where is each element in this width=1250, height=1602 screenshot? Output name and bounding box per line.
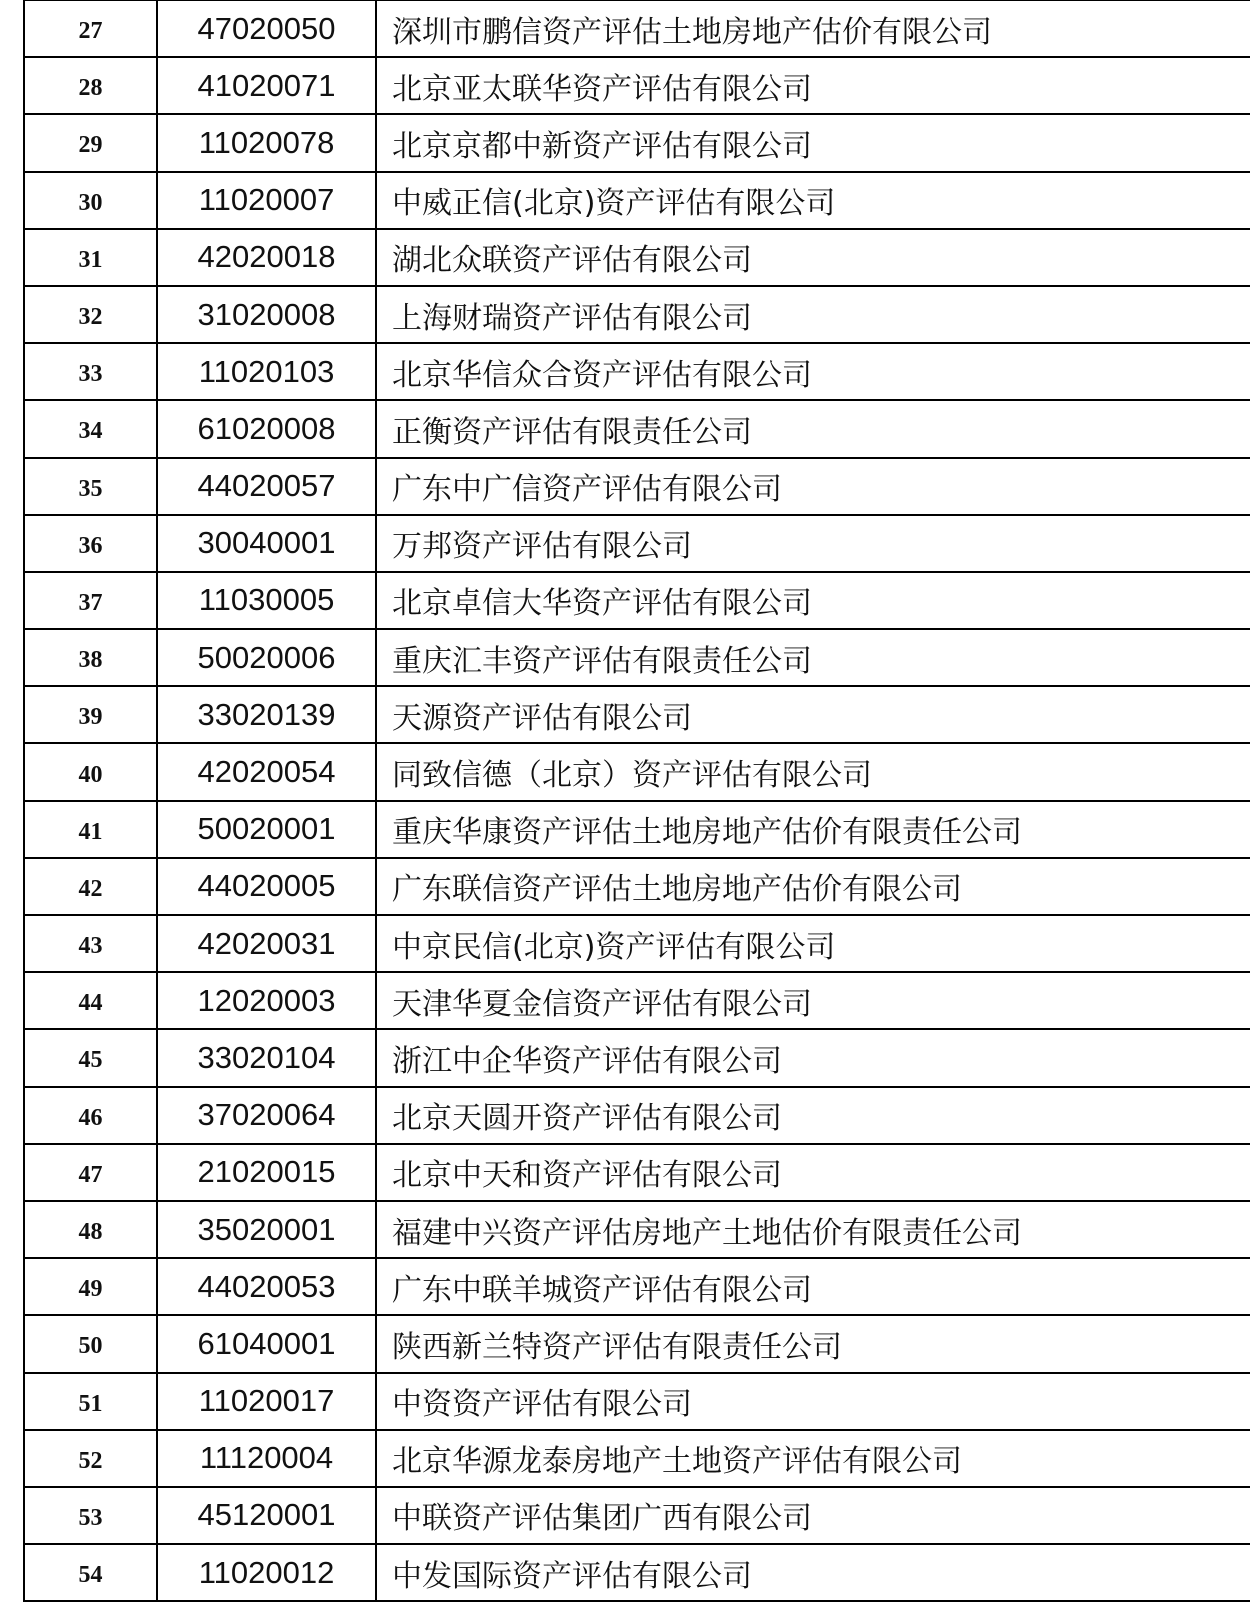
firm-name-cell: 中资资产评估有限公司 bbox=[376, 1373, 1250, 1430]
row-number-cell: 46 bbox=[24, 1087, 157, 1144]
firm-name-cell: 重庆汇丰资产评估有限责任公司 bbox=[376, 629, 1250, 686]
table-row bbox=[24, 915, 1250, 972]
row-number-cell: 29 bbox=[24, 114, 157, 171]
table-row bbox=[24, 114, 1250, 171]
firm-code-cell: 11020103 bbox=[157, 343, 376, 400]
firm-code-cell: 21020015 bbox=[157, 1144, 376, 1201]
row-number-cell: 45 bbox=[24, 1029, 157, 1086]
firm-code-cell: 44020053 bbox=[157, 1258, 376, 1315]
firm-name-cell: 同致信德（北京）资产评估有限公司 bbox=[376, 743, 1250, 800]
firm-code-cell: 44020005 bbox=[157, 858, 376, 915]
firm-code-cell: 42020018 bbox=[157, 229, 376, 286]
appraisal-firm-table-container bbox=[23, 0, 1250, 1602]
table-row bbox=[24, 1029, 1250, 1086]
firm-name-cell: 天源资产评估有限公司 bbox=[376, 686, 1250, 743]
row-number-cell: 40 bbox=[24, 743, 157, 800]
firm-code-cell: 30040001 bbox=[157, 515, 376, 572]
row-number-cell: 51 bbox=[24, 1373, 157, 1430]
table-row bbox=[24, 515, 1250, 572]
table-row bbox=[24, 1087, 1250, 1144]
table-row bbox=[24, 1144, 1250, 1201]
firm-code-cell: 41020071 bbox=[157, 57, 376, 114]
firm-code-cell: 37020064 bbox=[157, 1087, 376, 1144]
firm-name-cell: 浙江中企华资产评估有限公司 bbox=[376, 1029, 1250, 1086]
firm-name-cell: 北京天圆开资产评估有限公司 bbox=[376, 1087, 1250, 1144]
row-number-cell: 47 bbox=[24, 1144, 157, 1201]
table-row bbox=[24, 572, 1250, 629]
firm-code-cell: 11020017 bbox=[157, 1373, 376, 1430]
firm-code-cell: 42020054 bbox=[157, 743, 376, 800]
table-row bbox=[24, 1373, 1250, 1430]
row-number-cell: 37 bbox=[24, 572, 157, 629]
firm-code-cell: 50020001 bbox=[157, 801, 376, 858]
firm-name-cell: 福建中兴资产评估房地产土地估价有限责任公司 bbox=[376, 1201, 1250, 1258]
table-row bbox=[24, 343, 1250, 400]
firm-name-cell: 北京卓信大华资产评估有限公司 bbox=[376, 572, 1250, 629]
row-number-cell: 50 bbox=[24, 1315, 157, 1372]
firm-name-cell: 中发国际资产评估有限公司 bbox=[376, 1544, 1250, 1601]
row-number-cell: 36 bbox=[24, 515, 157, 572]
firm-name-cell: 正衡资产评估有限责任公司 bbox=[376, 400, 1250, 457]
row-number-cell: 35 bbox=[24, 458, 157, 515]
row-number-cell: 49 bbox=[24, 1258, 157, 1315]
appraisal-firm-table bbox=[23, 0, 1250, 1602]
row-number-cell: 27 bbox=[24, 0, 157, 57]
firm-name-cell: 重庆华康资产评估土地房地产估价有限责任公司 bbox=[376, 801, 1250, 858]
table-row bbox=[24, 1487, 1250, 1544]
table-row bbox=[24, 400, 1250, 457]
firm-name-cell: 万邦资产评估有限公司 bbox=[376, 515, 1250, 572]
firm-name-cell: 中威正信(北京)资产评估有限公司 bbox=[376, 172, 1250, 229]
firm-name-cell: 北京华信众合资产评估有限公司 bbox=[376, 343, 1250, 400]
row-number-cell: 41 bbox=[24, 801, 157, 858]
firm-code-cell: 35020001 bbox=[157, 1201, 376, 1258]
firm-code-cell: 45120001 bbox=[157, 1487, 376, 1544]
firm-code-cell: 61040001 bbox=[157, 1315, 376, 1372]
firm-code-cell: 11020078 bbox=[157, 114, 376, 171]
table-body bbox=[24, 0, 1250, 1601]
table-row bbox=[24, 57, 1250, 114]
firm-name-cell: 陕西新兰特资产评估有限责任公司 bbox=[376, 1315, 1250, 1372]
row-number-cell: 42 bbox=[24, 858, 157, 915]
firm-code-cell: 11020007 bbox=[157, 172, 376, 229]
row-number-cell: 54 bbox=[24, 1544, 157, 1601]
row-number-cell: 43 bbox=[24, 915, 157, 972]
table-row bbox=[24, 286, 1250, 343]
table-row bbox=[24, 1258, 1250, 1315]
firm-name-cell: 广东联信资产评估土地房地产估价有限公司 bbox=[376, 858, 1250, 915]
table-row bbox=[24, 1430, 1250, 1487]
table-row bbox=[24, 1544, 1250, 1601]
firm-name-cell: 中联资产评估集团广西有限公司 bbox=[376, 1487, 1250, 1544]
row-number-cell: 30 bbox=[24, 172, 157, 229]
firm-name-cell: 北京亚太联华资产评估有限公司 bbox=[376, 57, 1250, 114]
firm-name-cell: 中京民信(北京)资产评估有限公司 bbox=[376, 915, 1250, 972]
firm-code-cell: 47020050 bbox=[157, 0, 376, 57]
table-row bbox=[24, 172, 1250, 229]
firm-code-cell: 42020031 bbox=[157, 915, 376, 972]
firm-code-cell: 33020139 bbox=[157, 686, 376, 743]
firm-name-cell: 湖北众联资产评估有限公司 bbox=[376, 229, 1250, 286]
firm-code-cell: 11030005 bbox=[157, 572, 376, 629]
row-number-cell: 32 bbox=[24, 286, 157, 343]
firm-name-cell: 北京中天和资产评估有限公司 bbox=[376, 1144, 1250, 1201]
firm-name-cell: 上海财瑞资产评估有限公司 bbox=[376, 286, 1250, 343]
firm-name-cell: 深圳市鹏信资产评估土地房地产估价有限公司 bbox=[376, 0, 1250, 57]
table-row bbox=[24, 686, 1250, 743]
table-row bbox=[24, 458, 1250, 515]
firm-name-cell: 广东中广信资产评估有限公司 bbox=[376, 458, 1250, 515]
firm-name-cell: 北京华源龙泰房地产土地资产评估有限公司 bbox=[376, 1430, 1250, 1487]
row-number-cell: 52 bbox=[24, 1430, 157, 1487]
row-number-cell: 31 bbox=[24, 229, 157, 286]
row-number-cell: 33 bbox=[24, 343, 157, 400]
firm-name-cell: 北京京都中新资产评估有限公司 bbox=[376, 114, 1250, 171]
table-row bbox=[24, 972, 1250, 1029]
table-row bbox=[24, 801, 1250, 858]
table-row bbox=[24, 629, 1250, 686]
row-number-cell: 53 bbox=[24, 1487, 157, 1544]
table-row bbox=[24, 743, 1250, 800]
firm-name-cell: 天津华夏金信资产评估有限公司 bbox=[376, 972, 1250, 1029]
firm-code-cell: 31020008 bbox=[157, 286, 376, 343]
firm-code-cell: 50020006 bbox=[157, 629, 376, 686]
firm-code-cell: 12020003 bbox=[157, 972, 376, 1029]
firm-code-cell: 61020008 bbox=[157, 400, 376, 457]
row-number-cell: 38 bbox=[24, 629, 157, 686]
row-number-cell: 34 bbox=[24, 400, 157, 457]
firm-name-cell: 广东中联羊城资产评估有限公司 bbox=[376, 1258, 1250, 1315]
firm-code-cell: 11020012 bbox=[157, 1544, 376, 1601]
row-number-cell: 44 bbox=[24, 972, 157, 1029]
table-row bbox=[24, 858, 1250, 915]
firm-code-cell: 11120004 bbox=[157, 1430, 376, 1487]
row-number-cell: 39 bbox=[24, 686, 157, 743]
row-number-cell: 48 bbox=[24, 1201, 157, 1258]
row-number-cell: 28 bbox=[24, 57, 157, 114]
table-row bbox=[24, 1201, 1250, 1258]
firm-code-cell: 44020057 bbox=[157, 458, 376, 515]
table-row bbox=[24, 0, 1250, 57]
table-row bbox=[24, 229, 1250, 286]
table-row bbox=[24, 1315, 1250, 1372]
firm-code-cell: 33020104 bbox=[157, 1029, 376, 1086]
